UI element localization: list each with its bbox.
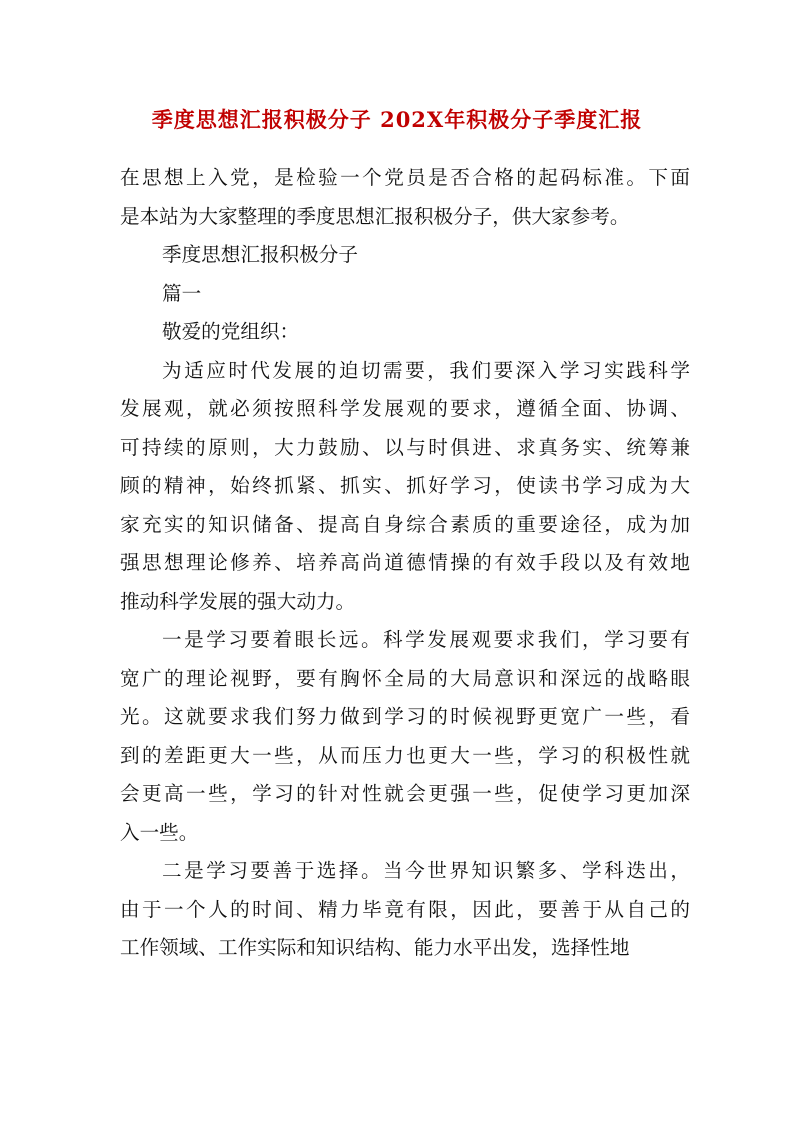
text-line: 敬爱的党组织： — [162, 320, 300, 343]
document-title: 季度思想汇报积极分子 202X年积极分子季度汇报 — [151, 107, 643, 132]
text-line: 宽广的理论视野，要有胸怀全局的大局意识和深远的战略眼 — [120, 666, 690, 690]
paragraph — [120, 159, 690, 236]
text-line: 光。这就要求我们努力做到学习的时候视野更宽广一些，看 — [120, 705, 690, 728]
text-line: 可持续的原则，大力鼓励、以与时俱进、求真务实、统筹兼 — [120, 435, 690, 459]
text-line: 到的差距更大一些，从而压力也更大一些，学习的积极性就 — [120, 743, 690, 767]
paragraph — [120, 313, 690, 352]
text-line: 在思想上入党，是检验一个党员是否合格的起码标准。下面 — [120, 166, 690, 189]
paragraph — [120, 852, 690, 968]
paragraph — [120, 352, 690, 622]
text-line: 发展观，就必须按照科学发展观的要求，遵循全面、协调、 — [120, 397, 690, 420]
text-line: 顾的精神，始终抓紧、抓实、抓好学习，使读书学习成为大 — [120, 474, 690, 497]
text-line: 推动科学发展的强大动力。 — [120, 589, 356, 613]
paragraph — [120, 621, 690, 852]
text-line: 工作领域、工作实际和知识结构、能力水平出发，选择性地 — [120, 936, 630, 959]
paragraph — [120, 236, 690, 275]
text-line: 二是学习要善于选择。当今世界知识繁多、学科迭出， — [162, 859, 690, 882]
text-line: 是本站为大家整理的季度思想汇报积极分子，供大家参考。 — [120, 204, 630, 228]
document-body — [120, 159, 690, 968]
text-line: 由于一个人的时间、精力毕竟有限，因此，要善于从自己的 — [120, 897, 690, 921]
text-line: 为适应时代发展的迫切需要，我们要深入学习实践科学 — [162, 358, 690, 382]
text-line: 篇一 — [162, 281, 202, 305]
text-line: 入一些。 — [120, 820, 199, 844]
text-line: 家充实的知识储备、提高自身综合素质的重要途径，成为加 — [120, 512, 690, 536]
text-line: 会更高一些，学习的针对性就会更强一些，促使学习更加深 — [120, 782, 690, 805]
paragraph — [120, 275, 690, 314]
text-line: 季度思想汇报积极分子 — [162, 243, 358, 266]
text-line: 一是学习要着眼长远。科学发展观要求我们，学习要有 — [162, 628, 690, 651]
text-line: 强思想理论修养、培养高尚道德情操的有效手段以及有效地 — [120, 551, 690, 574]
